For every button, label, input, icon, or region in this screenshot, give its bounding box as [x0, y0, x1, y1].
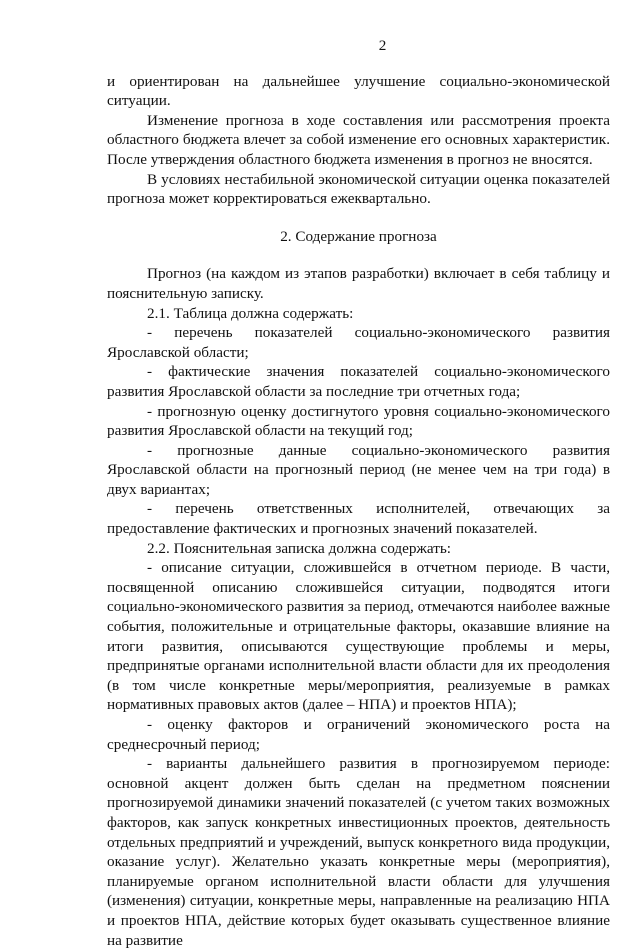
paragraph-quarterly-adjustment: В условиях нестабильной экономической ситуации оценка показателей прогноза может корректироваться ежеквартально.	[107, 170, 610, 208]
document-page	[107, 36, 610, 950]
list-item-situation-description: - описание ситуации, сложившейся в отчетном периоде. В части, посвященной описанию сложившейся ситуации, подводятся итоги социально-экономического развития за период, отмечаются наиболее важные события, положительные и отрицательные факторы, оказавшие влияние на итоги развития, описываются существующие проблемы и меры, предпринятые органами исполнительной власти области для их преодоления (в том числе конкретные меры/мероприятия, реализуемые в рамках нормативных правовых актов (далее – НПА) и проектов НПА);	[107, 559, 610, 714]
list-item-development-variants: - варианты дальнейшего развития в прогнозируемом периоде: основной акцент должен быть сделан на предметном пояснении прогнозируемой динамики значений показателей (с учетом таких возможных факторов, как запуск конкретных инвестиционных проектов, деятельность отдельных предприятий и учреждений, выпуск конкретного вида продукции, оказание услуг). Желательно указать конкретные меры (мероприятия), планируемые органом исполнительной власти области для улучшения (изменения) ситуации, конкретные меры, направленные на реализацию НПА и проектов НПА, действие которых будет оказывать существенное влияние на развитие	[107, 755, 610, 949]
paragraph-continuation: и ориентирован на дальнейшее улучшение социально-экономической ситуации.	[107, 72, 610, 110]
list-item-actual-values: - фактические значения показателей социально-экономического развития Ярославской области за последние три отчетных года;	[107, 363, 610, 400]
list-item-indicators: - перечень показателей социально-экономического развития Ярославской области;	[107, 324, 610, 361]
paragraph-forecast-composition: Прогноз (на каждом из этапов разработки) включает в себя таблицу и пояснительную записку.	[107, 265, 610, 302]
page-number: 2	[378, 37, 387, 54]
paragraph-forecast-change: Изменение прогноза в ходе составления или рассмотрения проекта областного бюджета влечет за собой изменение его основных характеристик. После утверждения областного бюджета изменения в прогноз не вносятся.	[107, 111, 610, 168]
list-item-forecast-data: - прогнозные данные социально-экономического развития Ярославской области на прогнозный период (не менее чем на три года) в двух вариантах;	[107, 441, 610, 498]
paragraph-note-heading: 2.2. Пояснительная записка должна содержать:	[147, 539, 452, 557]
list-item-growth-factors: - оценку факторов и ограничений экономического роста на среднесрочный период;	[107, 716, 610, 753]
list-item-current-year-estimate: - прогнозную оценку достигнутого уровня социально-экономического развития Ярославской области на текущий год;	[107, 402, 610, 440]
paragraph-table-heading: 2.1. Таблица должна содержать:	[147, 304, 354, 322]
section-title: 2. Содержание прогноза	[280, 227, 437, 245]
list-item-responsible-executors: - перечень ответственных исполнителей, отвечающих за предоставление фактических и прогнозных значений показателей.	[107, 500, 610, 538]
